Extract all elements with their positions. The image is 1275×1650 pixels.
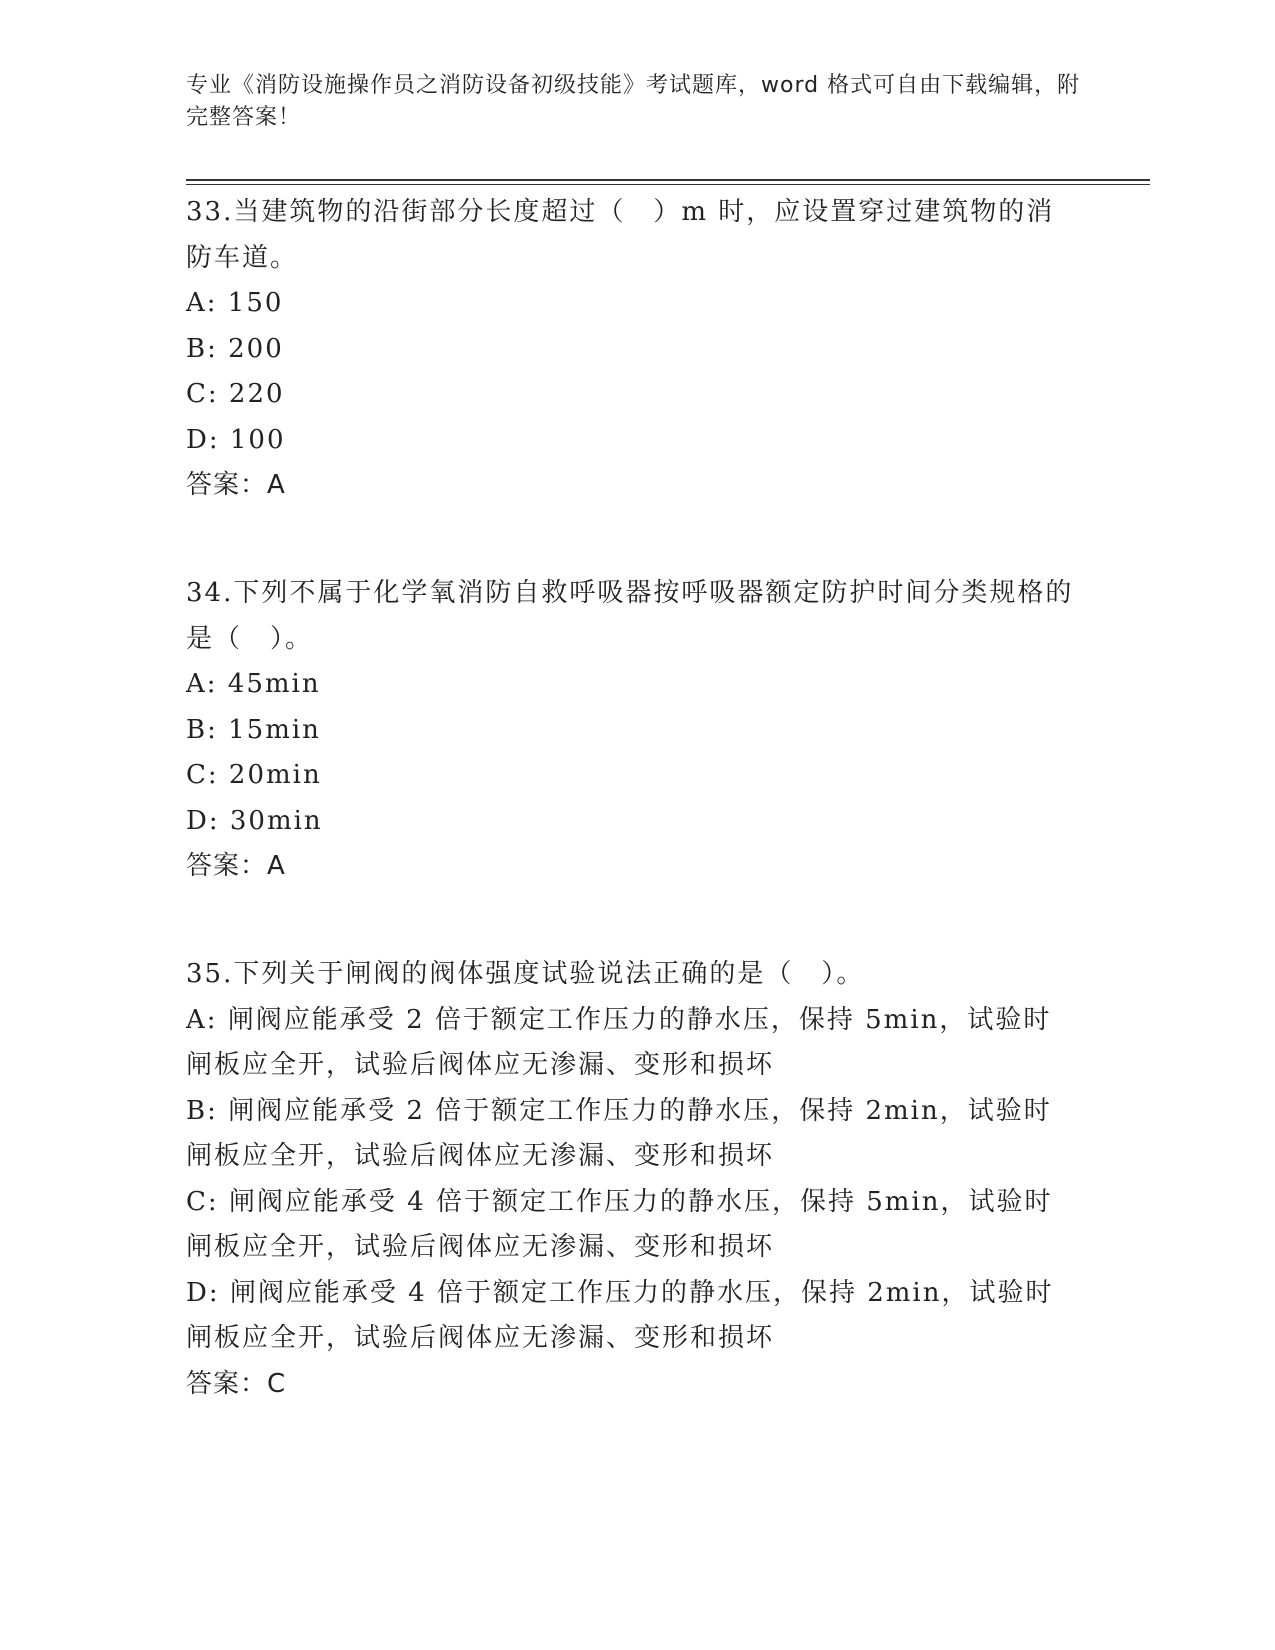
- question-34: [186, 571, 1106, 888]
- document-header: 专业《消防设施操作员之消防设备初级技能》考试题库，word 格式可自由下载编辑，附完整答案！: [186, 73, 1081, 130]
- question-stem: 34.下列不属于化学氧消防自救呼吸器按呼吸器额定防护时间分类规格的是（ ）。: [186, 578, 1074, 654]
- header-divider-thin: [186, 184, 1150, 185]
- answer-text: 答案：A: [186, 470, 286, 500]
- option-c: C: 20min: [186, 760, 322, 790]
- question-35: [186, 952, 1106, 1406]
- option-b: B: 闸阀应能承受 2 倍于额定工作压力的静水压，保持 2min，试验时闸板应全开，试验后阀体应无渗漏、变形和损坏: [186, 1095, 1052, 1171]
- question-stem: 35.下列关于闸阀的阀体强度试验说法正确的是（ ）。: [186, 959, 865, 989]
- answer-text: 答案：C: [186, 1368, 287, 1399]
- option-b: B: 200: [186, 333, 284, 364]
- question-list: [186, 190, 1106, 1470]
- option-a: A: 45min: [186, 669, 321, 699]
- question-stem: 33.当建筑物的沿街部分长度超过（ ）m 时，应设置穿过建筑物的消防车道。: [186, 197, 1055, 273]
- option-a: A: 150: [186, 288, 284, 318]
- option-c: C: 闸阀应能承受 4 倍于额定工作压力的静水压，保持 5min，试验时闸板应全开，试验后阀体应无渗漏、变形和损坏: [186, 1186, 1053, 1262]
- option-c: C: 220: [186, 379, 285, 409]
- option-d: D: 30min: [186, 805, 323, 836]
- question-33: [186, 190, 1106, 507]
- option-b: B: 15min: [186, 714, 321, 745]
- option-d: D: 100: [186, 424, 286, 455]
- answer-text: 答案：A: [186, 851, 286, 881]
- option-d: D: 闸阀应能承受 4 倍于额定工作压力的静水压，保持 2min，试验时闸板应全开，试验后阀体应无渗漏、变形和损坏: [186, 1277, 1054, 1353]
- header-divider-thick: [186, 179, 1150, 181]
- option-a: A: 闸阀应能承受 2 倍于额定工作压力的静水压，保持 5min，试验时闸板应全开，试验后阀体应无渗漏、变形和损坏: [186, 1004, 1052, 1080]
